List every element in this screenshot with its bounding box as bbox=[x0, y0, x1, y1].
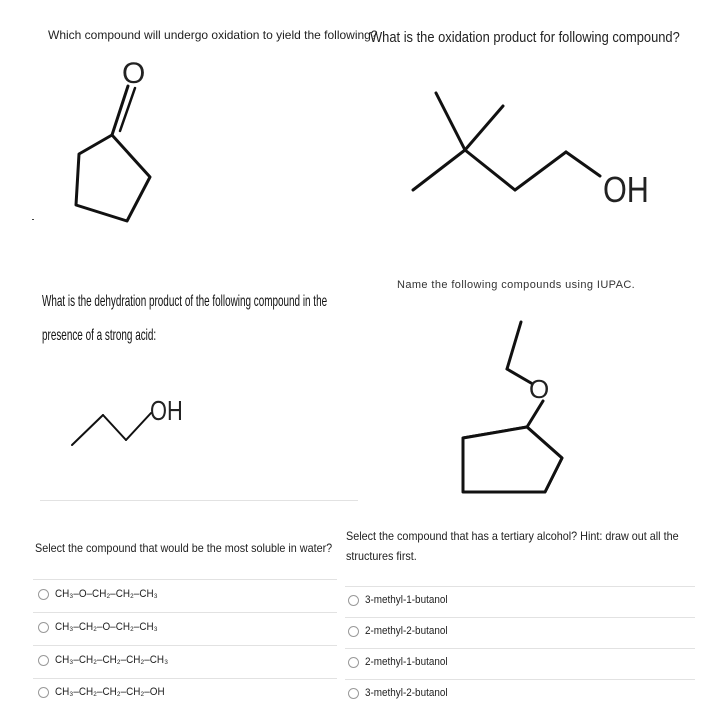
option-label: CH₃–CH₂–CH₂–CH₂–CH₃ bbox=[55, 654, 169, 666]
option-label: 3-methyl-2-butanol bbox=[365, 687, 448, 699]
divider bbox=[33, 678, 337, 679]
divider bbox=[33, 645, 337, 646]
q6-prompt: Select the compound that has a tertiary alcohol? Hint: draw out all the structures first. bbox=[346, 529, 679, 563]
radio-button[interactable] bbox=[348, 595, 359, 606]
q2-hydroxyl-label: OH bbox=[603, 169, 649, 210]
radio-button[interactable] bbox=[38, 687, 49, 698]
q5-option[interactable] bbox=[38, 588, 169, 600]
q4-oxygen-label: O bbox=[529, 374, 550, 404]
q1-prompt: Which compound will undergo oxidation to yield the following? bbox=[48, 28, 378, 42]
radio-button[interactable] bbox=[348, 657, 359, 668]
option-label: CH₃–CH₂–O–CH₂–CH₃ bbox=[55, 621, 158, 633]
divider bbox=[345, 648, 695, 649]
option-label: CH₃–O–CH₂–CH₂–CH₃ bbox=[55, 588, 158, 600]
q6-option[interactable] bbox=[348, 687, 457, 699]
radio-button[interactable] bbox=[348, 626, 359, 637]
q5-prompt: Select the compound that would be the most soluble in water? bbox=[35, 541, 333, 555]
q5-option[interactable] bbox=[38, 654, 181, 666]
q3-hydroxyl-label: OH bbox=[150, 395, 183, 426]
q6-option[interactable] bbox=[348, 594, 457, 606]
radio-button[interactable] bbox=[348, 688, 359, 699]
q5-option[interactable] bbox=[38, 621, 169, 633]
q3-prompt: What is the dehydration product of the following compound in the presence of a strong acid: bbox=[42, 293, 328, 344]
radio-button[interactable] bbox=[38, 622, 49, 633]
divider bbox=[345, 617, 695, 618]
radio-button[interactable] bbox=[38, 655, 49, 666]
divider bbox=[33, 579, 337, 580]
radio-button[interactable] bbox=[38, 589, 49, 600]
divider bbox=[33, 612, 337, 613]
option-label: 2-methyl-2-butanol bbox=[365, 625, 448, 637]
q5-option[interactable] bbox=[38, 686, 177, 698]
divider bbox=[345, 586, 695, 587]
q4-prompt: Name the following compounds using IUPAC. bbox=[397, 279, 636, 291]
q6-option[interactable] bbox=[348, 625, 457, 637]
option-label: 3-methyl-1-butanol bbox=[365, 594, 448, 606]
q1-oxygen-label: O bbox=[122, 57, 146, 90]
option-label: CH₃–CH₂–CH₂–CH₂–OH bbox=[55, 686, 165, 698]
option-label: 2-methyl-1-butanol bbox=[365, 656, 448, 668]
q2-prompt: What is the oxidation product for following compound? bbox=[370, 29, 680, 46]
divider bbox=[345, 679, 695, 680]
q6-option[interactable] bbox=[348, 656, 457, 668]
